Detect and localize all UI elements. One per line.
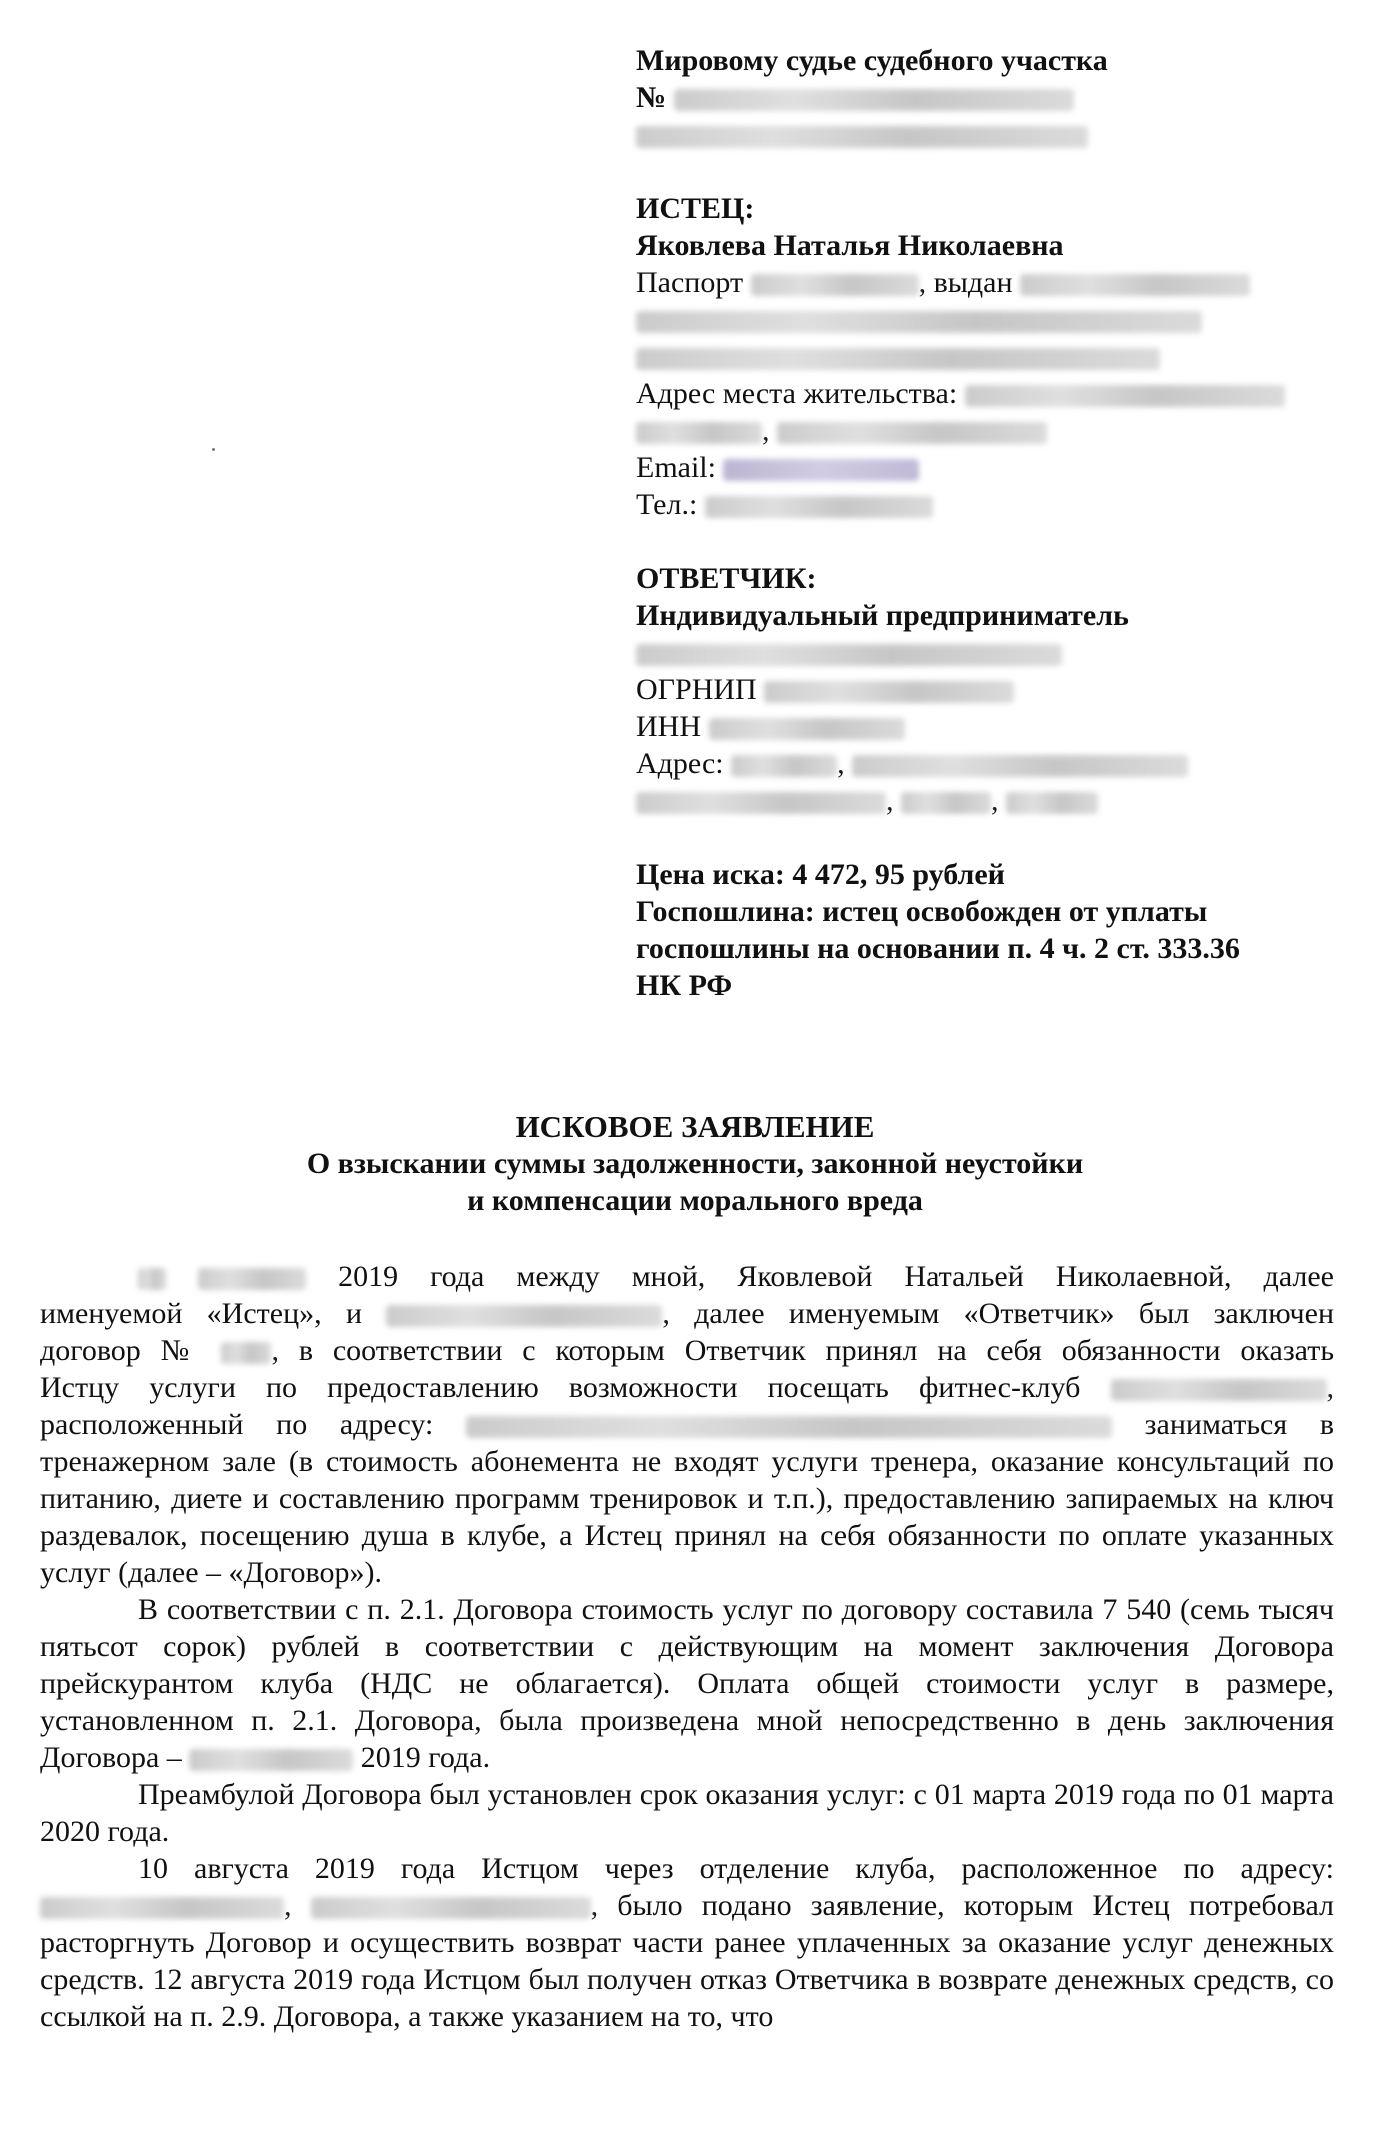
- redacted-defendant-address-cont: [636, 792, 886, 814]
- redacted-contract-number: [221, 1342, 271, 1364]
- paragraph-1-text: , в соответствии с которым Ответчик принял на себя обязанности оказать: [271, 1334, 1335, 1367]
- claim-price: Цена иска: 4 472, 95 рублей: [636, 858, 1005, 891]
- redacted-address-cont: [777, 422, 1047, 444]
- paragraph-2: [40, 1591, 1334, 1776]
- redacted-club-address: [466, 1416, 1112, 1438]
- inn-label: ИНН: [636, 710, 701, 743]
- ogrnip-label: ОГРНИП: [636, 673, 757, 706]
- plaintiff-heading: ИСТЕЦ:: [636, 192, 755, 225]
- redacted-branch-address-cont: [311, 1897, 591, 1919]
- address-comma: ,: [762, 414, 770, 447]
- passport-line: [636, 264, 1348, 301]
- paragraph-1-text: именуемой «Истец», и: [40, 1297, 363, 1330]
- redacted-ogrnip: [764, 681, 1014, 703]
- passport-issuer-line-2: [636, 338, 1348, 375]
- phone-label: Тел.:: [636, 488, 698, 521]
- court-number-line: [636, 79, 1348, 116]
- judge-name-line: [636, 116, 1348, 153]
- passport-label: Паспорт: [636, 266, 744, 299]
- redacted-phone: [705, 496, 933, 518]
- scan-speck: [212, 448, 215, 451]
- redacted-month: [198, 1268, 306, 1290]
- paragraph-1-text: , далее именуемым «Ответчик» был заключен: [662, 1297, 1335, 1330]
- redacted-passport-number: [751, 274, 919, 296]
- redacted-defendant-address-cont: [901, 792, 991, 814]
- paragraph-4-text: 10 августа 2019 года Истцом через отделение клуба, расположенное по адресу:: [138, 1852, 1334, 1885]
- paragraph-1-line-2: [40, 1295, 1334, 1332]
- paragraph-2-text: 2019 года.: [360, 1741, 491, 1774]
- phone-line: [636, 486, 1348, 523]
- address-line: [636, 375, 1348, 412]
- state-duty-line-1: Госпошлина: истец освобожден от уплаты: [636, 895, 1208, 928]
- inn-line: [636, 708, 1348, 745]
- addressee-line: Мировому судье судебного участка: [636, 44, 1108, 77]
- redacted-defendant-name: [636, 644, 1062, 666]
- paragraph-1-text: 2019 года между мной, Яковлевой Натальей Николаевной, далее: [338, 1260, 1335, 1293]
- redacted-issuer: [1020, 274, 1250, 296]
- paragraph-4-text: , было подано заявление, которым Истец потребовал расторгнуть Договор и осуществить возврат части ранее уплаченных за оказание услуг денежных средств. 12 августа 2019 года Истцом был получен отказ Ответчика в возврате денежных средств, со ссылкой на п. 2.9. Договора, а также указанием на то, что: [40, 1889, 1335, 2033]
- redacted-club-name: [1111, 1379, 1327, 1401]
- redacted-day: [138, 1268, 166, 1290]
- document-subtitle-2: и компенсации морального вреда: [467, 1184, 923, 1217]
- address-label: Адрес места жительства:: [636, 377, 958, 410]
- redacted-court-number: [674, 89, 1074, 111]
- redacted-defendant: [386, 1305, 662, 1327]
- state-duty-line-3: НК РФ: [636, 969, 733, 1002]
- email-line: [636, 449, 1348, 486]
- redacted-issuer-cont: [636, 348, 1160, 370]
- defendant-heading: ОТВЕТЧИК:: [636, 562, 817, 595]
- redacted-address-cont: [636, 422, 762, 444]
- ogrnip-line: [636, 671, 1348, 708]
- state-duty-line-2: госпошлины на основании п. 4 ч. 2 ст. 333.36: [636, 932, 1240, 965]
- paragraph-1-rest: тренажерном зале (в стоимость абонемента не входят услуги тренера, оказание консультаций по питанию, диете и составлению программ тренировок и т.п.), предоставлению запираемых на ключ раздевалок, посещению душа в клубе, а Истец принял на себя обязанности по оплате указанных услуг (далее – «Договор»).: [40, 1445, 1334, 1589]
- redacted-email: [723, 459, 919, 481]
- redacted-inn: [709, 718, 905, 740]
- paragraph-1-line-5: [40, 1406, 1334, 1443]
- address-comma: ,: [886, 784, 894, 817]
- paragraph-1-text: расположенный по адресу:: [40, 1408, 434, 1441]
- redacted-branch-address: [40, 1897, 284, 1919]
- redacted-postcode: [731, 755, 837, 777]
- paragraph-1-text: Истцу услуги по предоставлению возможности посещать фитнес-клуб: [40, 1371, 1081, 1404]
- redacted-address: [965, 385, 1285, 407]
- number-sign: №: [636, 81, 667, 114]
- paragraph-1-text: ,: [1326, 1371, 1335, 1404]
- redacted-issuer-cont: [636, 311, 1202, 333]
- paragraph-2-text: В соответствии с п. 2.1. Договора стоимость услуг по договору составила 7 540 (семь тысяч пятьсот сорок) рублей в соответствии с действующим на момент заключения Договора прейскурантом клуба (НДС не облагается). Оплата общей стоимости услуг в размере, установленном п. 2.1. Договора, была произведена мной непосредственно в день заключения Договора –: [40, 1593, 1334, 1774]
- redacted-defendant-address-cont: [1006, 792, 1098, 814]
- defendant-address-label: Адрес:: [636, 747, 724, 780]
- defendant-address-line: [636, 745, 1348, 782]
- redacted-judge-name: [636, 126, 1088, 148]
- address-comma: ,: [991, 784, 999, 817]
- document-subtitle-1: О взыскании суммы задолженности, законной неустойки: [306, 1147, 1084, 1180]
- redacted-defendant-address: [852, 755, 1188, 777]
- email-label: Email:: [636, 451, 716, 484]
- paragraph-1-text: заниматься в: [1144, 1408, 1334, 1441]
- defendant-type: Индивидуальный предприниматель: [636, 599, 1129, 632]
- issued-label: , выдан: [918, 266, 1013, 299]
- paragraph-1-text: договор №: [40, 1334, 202, 1367]
- paragraph-1-line-3: [40, 1332, 1334, 1369]
- defendant-name-line: [636, 634, 1348, 671]
- paragraph-4: 10 августа 2019 года Истцом через отделение клуба, расположенное по адресу: , , было подано заявление, которым Истец потребовал расторгнуть Договор и осуществить возврат части ранее уплаченных за оказание услуг денежных средств. 12 августа 2019 года Истцом был получен отказ Ответчика в возврате денежных средств, со ссылкой на п. 2.9. Договора, а также указанием на то, что: [40, 1852, 1335, 2033]
- document-body: [40, 1258, 1334, 2035]
- paragraph-3: Преамбулой Договора был установлен срок оказания услуг: с 01 марта 2019 года по 01 марта 2020 года.: [40, 1778, 1334, 1848]
- defendant-address-line-2: [636, 782, 1348, 819]
- paragraph-1-line-4: [40, 1369, 1334, 1406]
- document-title-block: [60, 1108, 1330, 1219]
- document-title: ИСКОВОЕ ЗАЯВЛЕНИЕ: [515, 1109, 875, 1144]
- plaintiff-name: Яковлева Наталья Николаевна: [636, 229, 1064, 262]
- address-line-2: [636, 412, 1348, 449]
- address-comma: ,: [837, 747, 845, 780]
- passport-issuer-line: [636, 301, 1348, 338]
- redacted-payment-date: [189, 1749, 353, 1771]
- document-header: [636, 42, 1348, 1004]
- paragraph-1-line-1: [40, 1258, 1334, 1295]
